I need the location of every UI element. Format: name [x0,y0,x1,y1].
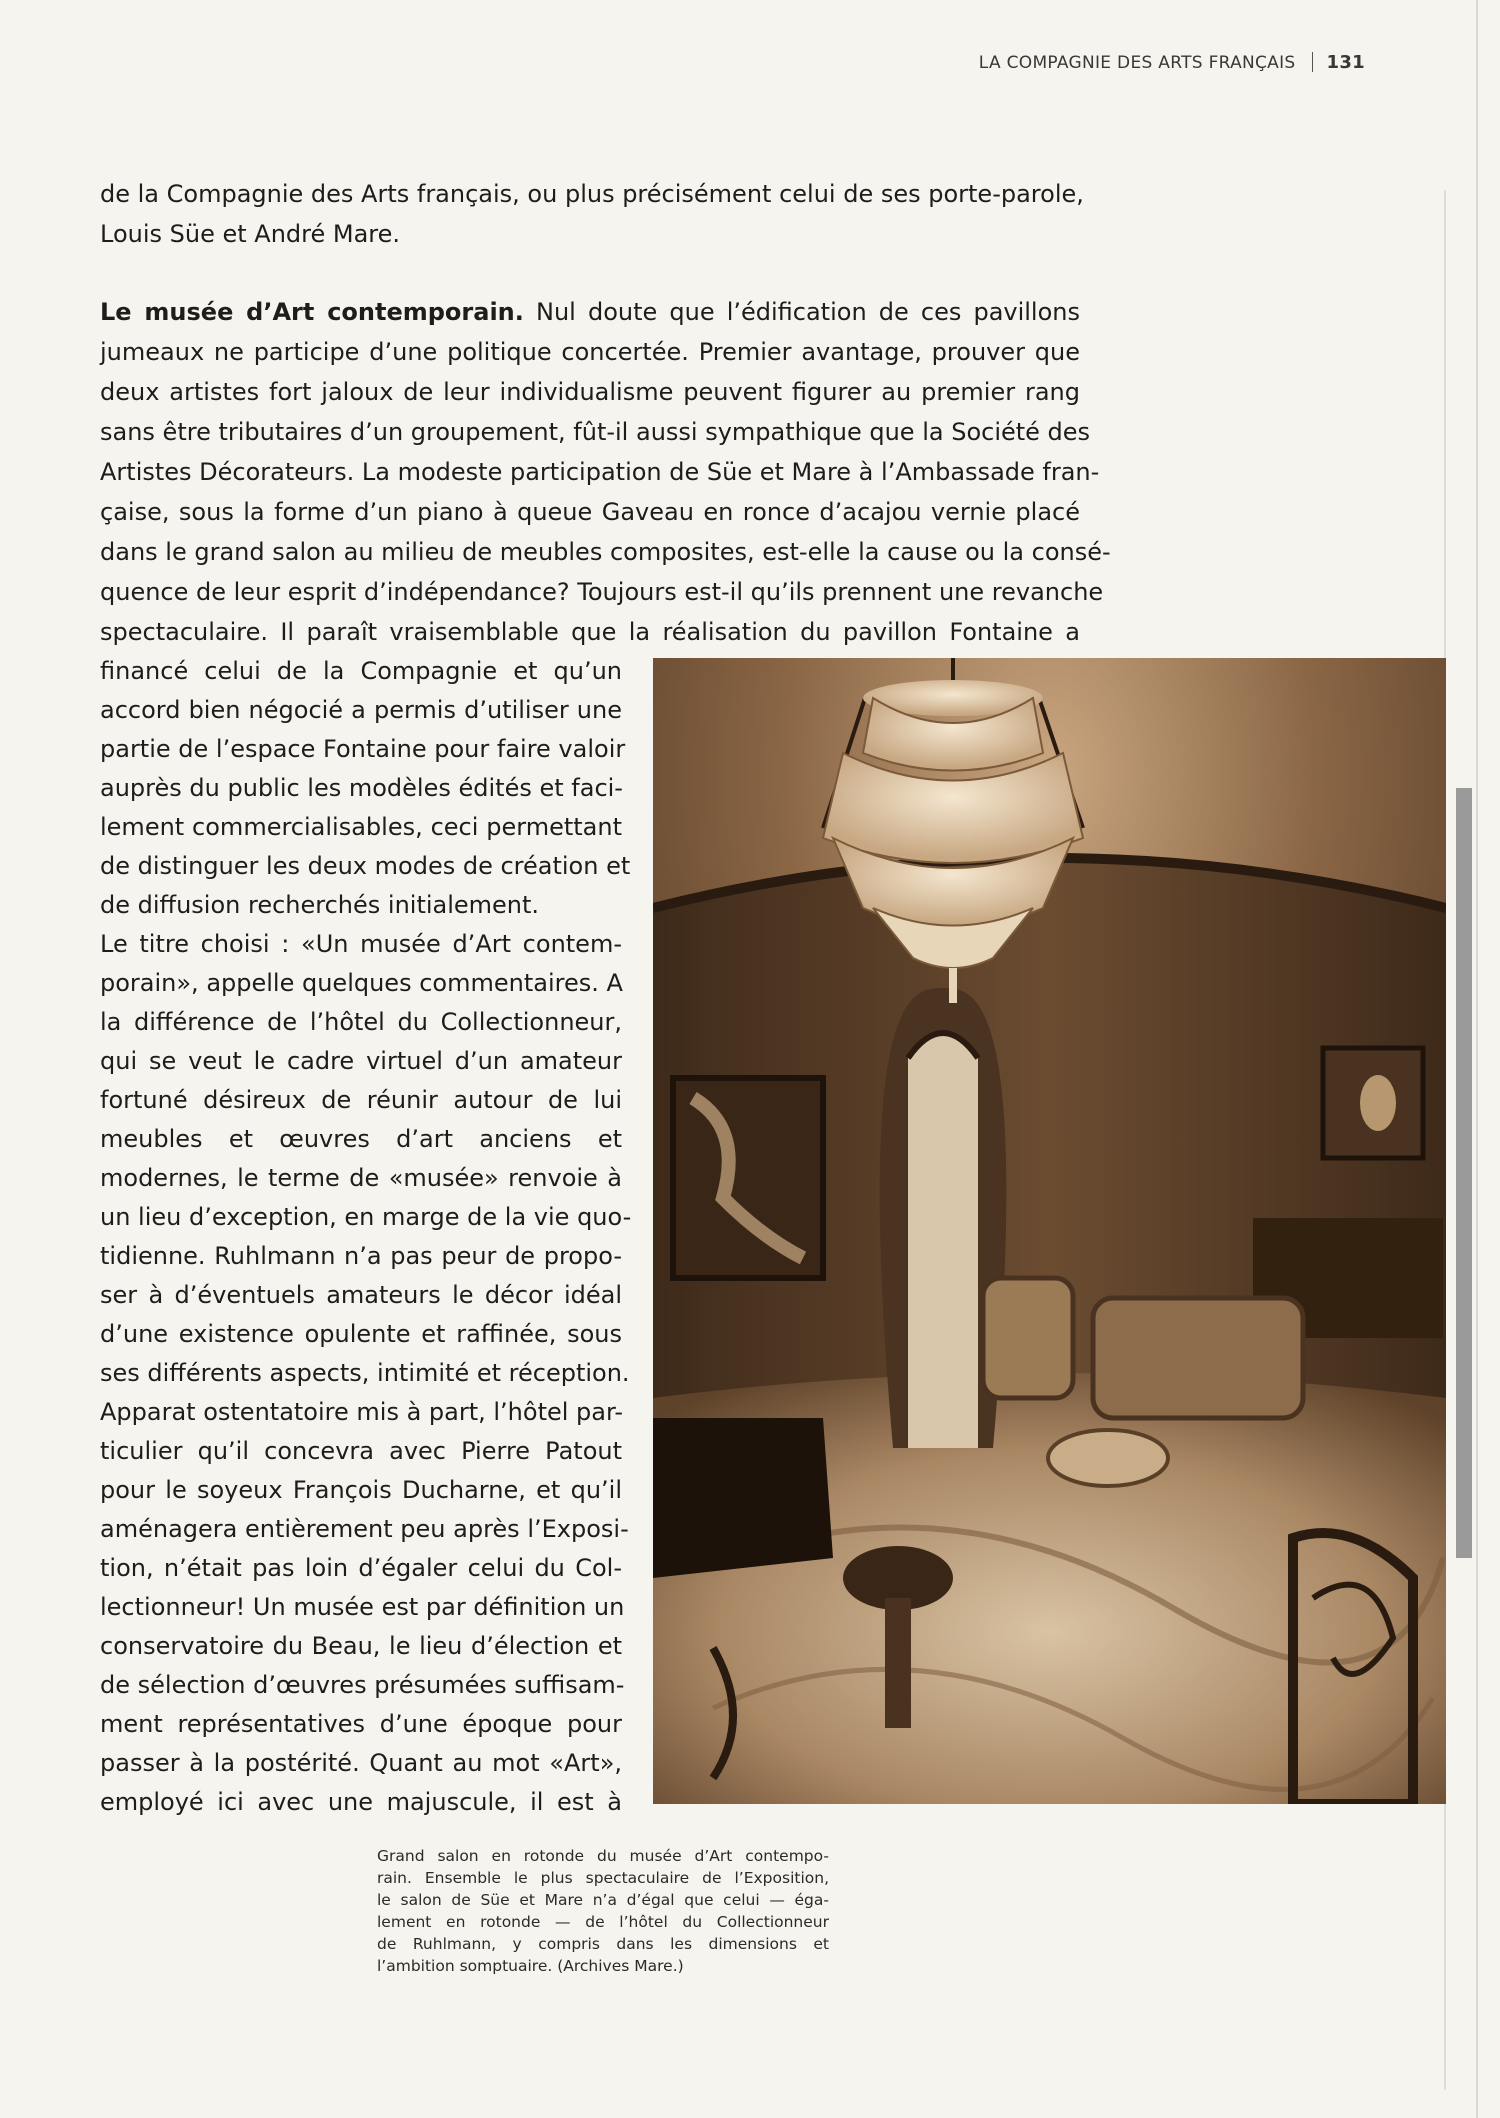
column-line: de sélection d’œuvres présumées suffisam- [100,1671,625,1699]
text-line: de la Compagnie des Arts français, ou plus précisément celui de ses porte-parole, [100,180,1084,208]
text-line: deux artistes fort jaloux de leur individualisme peuvent figurer au premier rang [100,378,1080,406]
page-gutter-rule [1476,0,1478,2118]
salon-photograph [653,658,1446,1804]
text-line: çaise, sous la forme d’un piano à queue Gaveau en ronce d’acajou vernie placé [100,498,1080,526]
text-line: jumeaux ne participe d’une politique concertée. Premier avantage, prouver que [100,338,1080,366]
text-line: Artistes Décorateurs. La modeste participation de Süe et Mare à l’Ambassade fran- [100,458,1100,486]
page-number: 131 [1326,52,1365,73]
figure-caption [377,1845,829,1977]
section-first-line [100,292,1080,332]
text-line: dans le grand salon au milieu de meubles composites, est-elle la cause ou la consé- [100,538,1111,566]
column-line: de diffusion recherchés initialement. [100,891,540,919]
column-line: accord bien négocié a permis d’utiliser une [100,696,622,724]
text-line: spectaculaire. Il paraît vraisemblable que la réalisation du pavillon Fontaine a [100,618,1080,646]
column-line: lement commercialisables, ceci permettant [100,813,622,841]
column-line: financé celui de la Compagnie et qu’un [100,657,622,685]
text-line: Louis Süe et André Mare. [100,220,401,248]
caption-line: de Ruhlmann, y compris dans les dimensions et [377,1935,829,1953]
column-line: lectionneur! Un musée est par définition un [100,1593,625,1621]
text-line: sans être tributaires d’un groupement, fût-il aussi sympathique que la Société des [100,418,1091,446]
section-heading: Le musée d’Art contemporain. [100,298,524,326]
caption-line: Grand salon en rotonde du musée d’Art contempo- [377,1847,829,1865]
column-line: aménagera entièrement peu après l’Exposi- [100,1515,629,1543]
column-line: un lieu d’exception, en marge de la vie quo- [100,1203,632,1231]
text-line: quence de leur esprit d’indépendance? Toujours est-il qu’ils prennent une revanche [100,578,1104,606]
column-line: tidienne. Ruhlmann n’a pas peur de propo- [100,1242,622,1270]
caption-line: lement en rotonde — de l’hôtel du Collectionneur [377,1913,829,1931]
column-line: passer à la postérité. Quant au mot «Art», [100,1749,622,1777]
column-line: ses différents aspects, intimité et réception. [100,1359,630,1387]
column-line: Apparat ostentatoire mis à part, l’hôtel par- [100,1398,623,1426]
column-line: partie de l’espace Fontaine pour faire valoir [100,735,626,763]
column-line: conservatoire du Beau, le lieu d’élection et [100,1632,622,1660]
running-head-separator [1312,52,1313,72]
column-line: d’une existence opulente et raffinée, sous [100,1320,622,1348]
column-line: la différence de l’hôtel du Collectionneur, [100,1008,622,1036]
column-line: employé ici avec une majuscule, il est à [100,1788,622,1816]
column-line: porain», appelle quelques commentaires. A [100,969,623,997]
column-line: ticulier qu’il concevra avec Pierre Patout [100,1437,622,1465]
column-line: pour le soyeux François Ducharne, et qu’il [100,1476,622,1504]
page-side-tab [1456,788,1472,1558]
caption-line: rain. Ensemble le plus spectaculaire de l’Exposition, [377,1869,829,1887]
column-line: modernes, le terme de «musée» renvoie à [100,1164,622,1192]
column-line: qui se veut le cadre virtuel d’un amateur [100,1047,622,1075]
salon-photo-illustration [653,658,1446,1804]
section-first-line-text: Nul doute que l’édification de ces pavillons [536,298,1081,326]
column-line: Le titre choisi : «Un musée d’Art contem- [100,930,622,958]
column-line: de distinguer les deux modes de création et [100,852,631,880]
column-line: ser à d’éventuels amateurs le décor idéal [100,1281,622,1309]
running-head [979,52,1365,73]
running-head-title: LA COMPAGNIE DES ARTS FRANÇAIS [978,53,1296,73]
column-line: tion, n’était pas loin d’égaler celui du Col- [100,1554,622,1582]
caption-line: le salon de Süe et Mare n’a d’égal que celui — éga- [377,1891,829,1909]
column-line: fortuné désireux de réunir autour de lui [100,1086,622,1114]
caption-line: l’ambition somptuaire. (Archives Mare.) [377,1957,684,1975]
column-line: ment représentatives d’une époque pour [100,1710,622,1738]
column-line: meubles et œuvres d’art anciens et [100,1125,622,1153]
column-line: auprès du public les modèles édités et faci- [100,774,623,802]
